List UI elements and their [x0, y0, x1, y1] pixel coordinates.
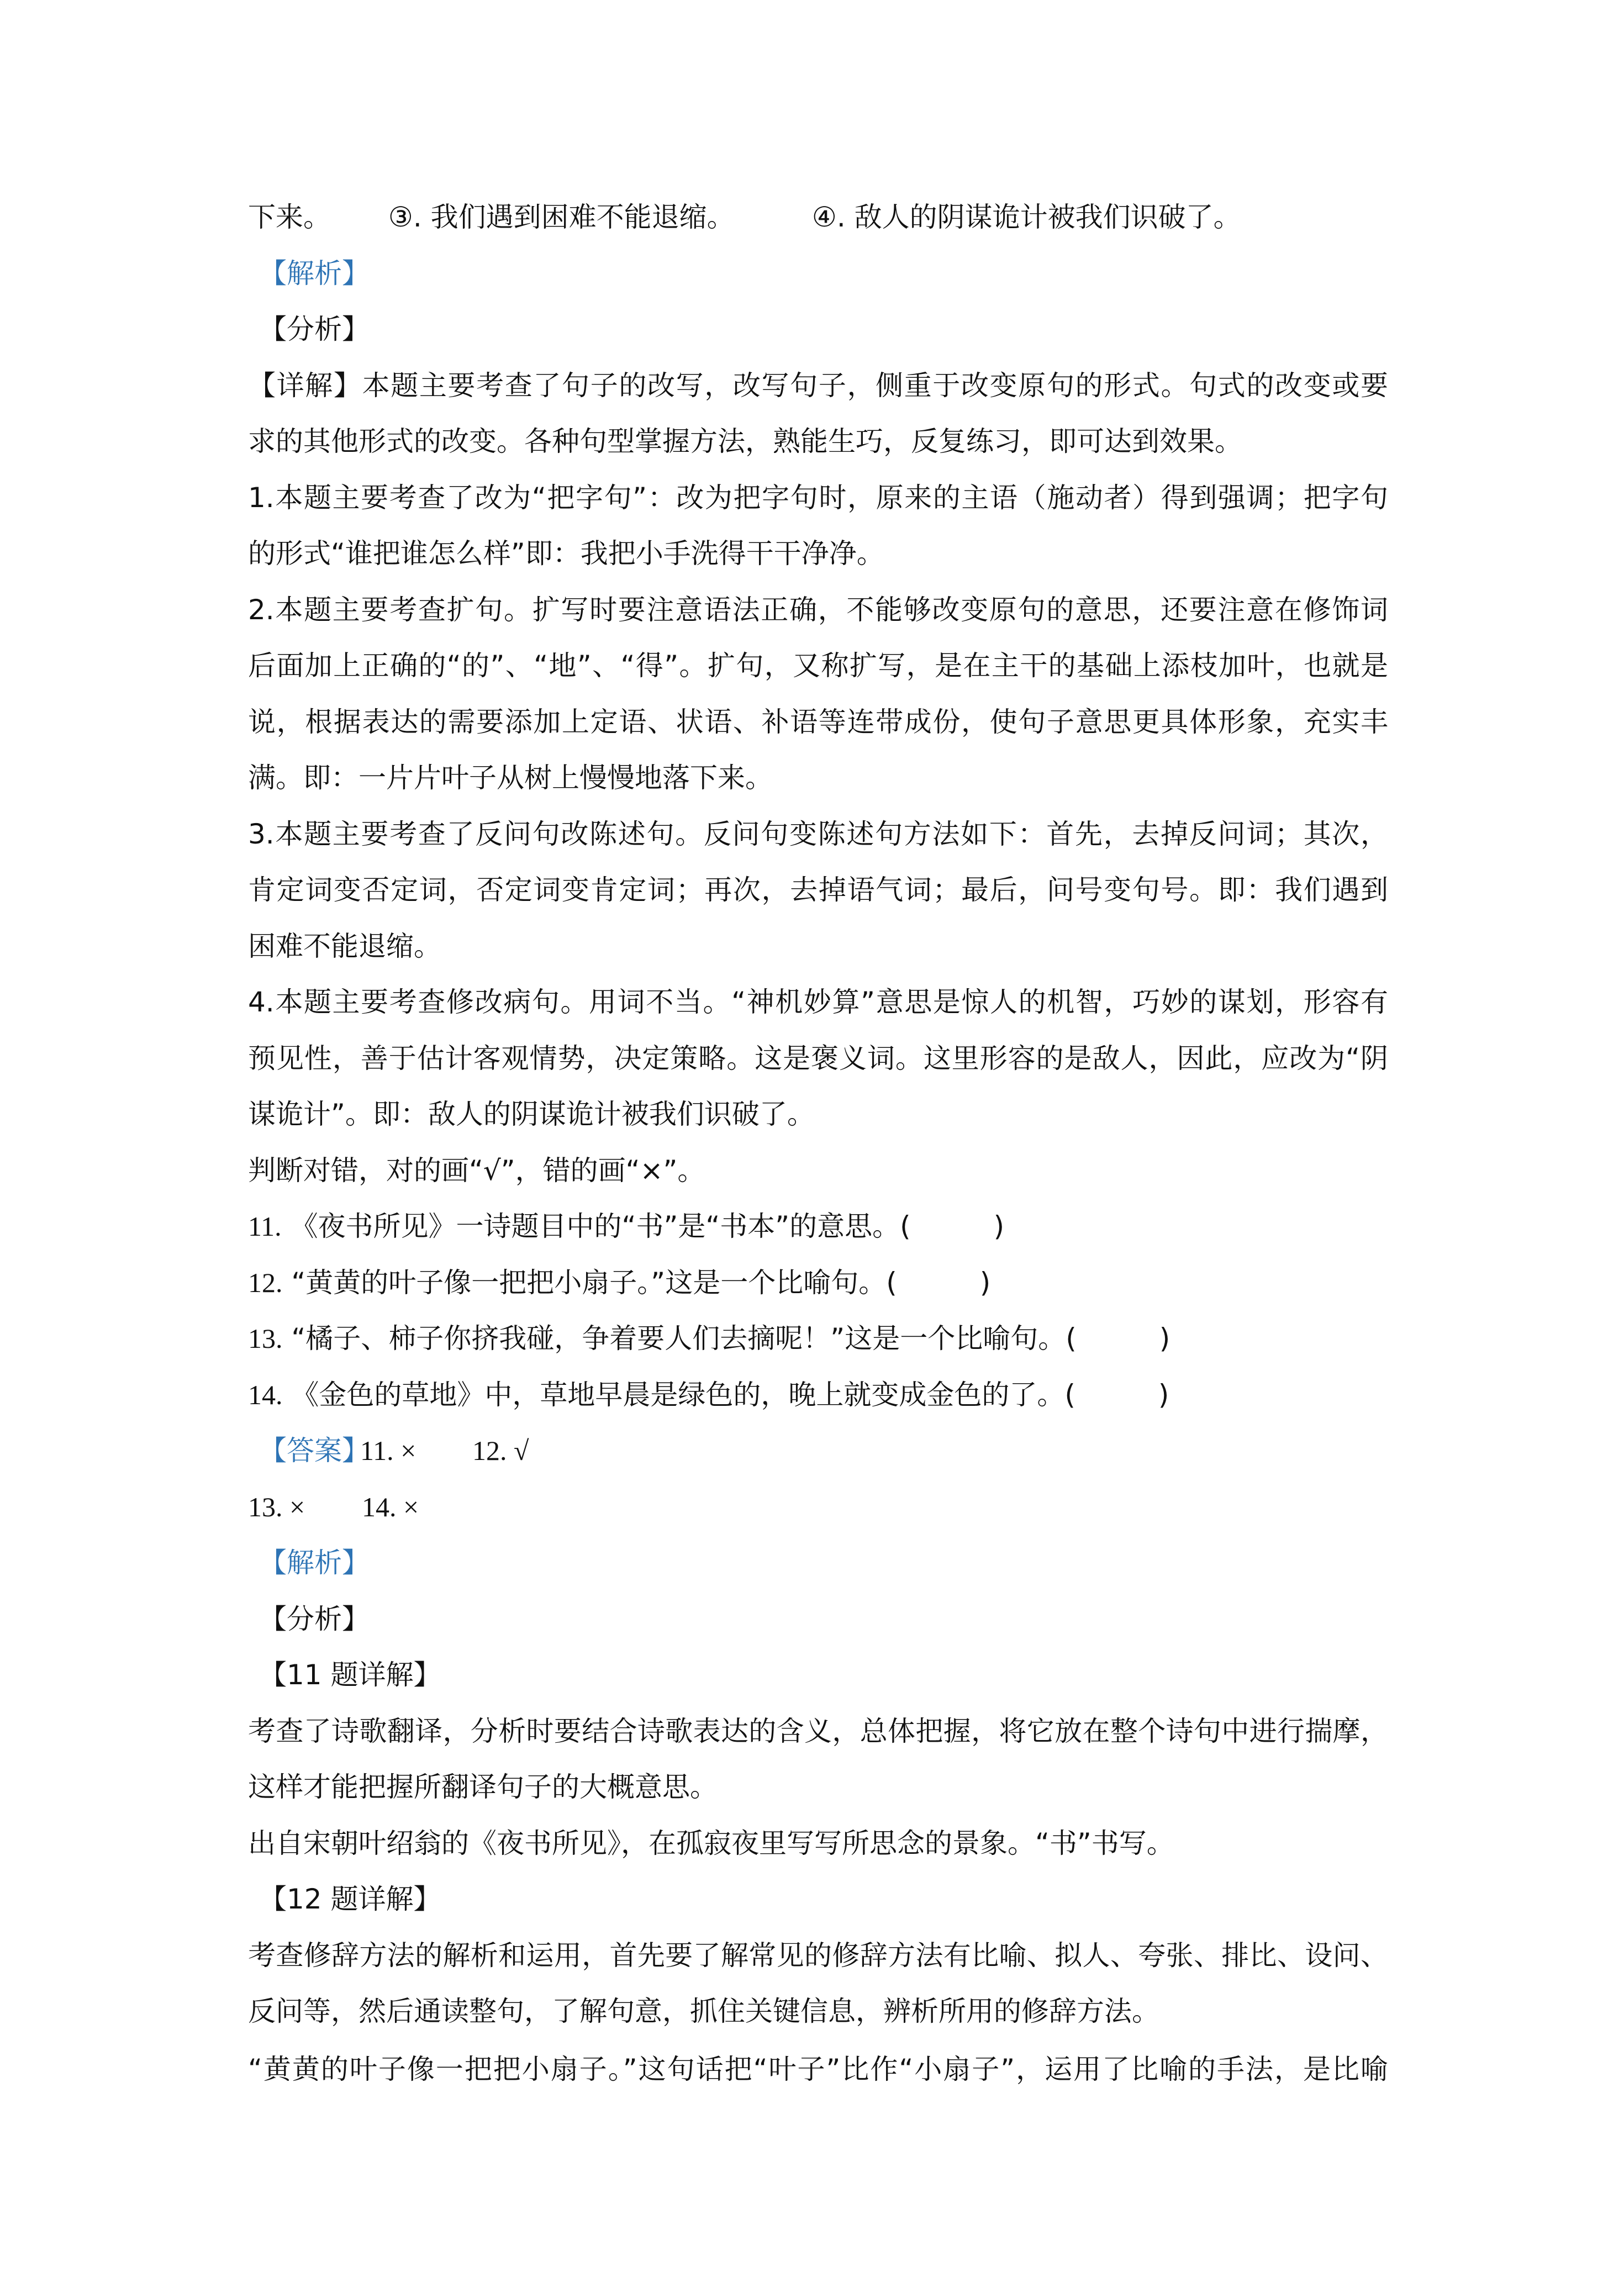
- question-text: 《夜书所见》一诗题目中的“书”是“书本”的意思。( ): [290, 1210, 1005, 1242]
- answer-label: 【答案】: [259, 1435, 370, 1467]
- paragraph-line: 肯定词变否定词，否定词变肯定词；再次，去掉语气词；最后，问号变句号。即：我们遇到: [248, 874, 1388, 906]
- question-text: 《金色的草地》中，草地早晨是绿色的，晚上就变成金色的了。( ): [291, 1379, 1169, 1411]
- question-14: [248, 1373, 1169, 1417]
- fenxi-heading: 【分析】: [259, 1603, 370, 1635]
- q11-heading: 【11 题详解】: [259, 1659, 441, 1691]
- paragraph-line: 【详解】本题主要考查了句子的改写，改写句子，侧重于改变原句的形式。句式的改变或要: [248, 370, 1388, 402]
- question-11: [248, 1204, 1004, 1248]
- instruction-line: 判断对错，对的画“√”，错的画“×”。: [248, 1154, 705, 1187]
- paragraph-line: 3.本题主要考查了反问句改陈述句。反问句变陈述句方法如下：首先，去掉反问词；其次，: [248, 818, 1388, 850]
- text: 下来。: [248, 201, 331, 233]
- q12-heading: 【12 题详解】: [259, 1883, 441, 1915]
- question-12: [248, 1261, 990, 1305]
- paragraph-line: 4.本题主要考查修改病句。用词不当。“神机妙算”意思是惊人的机智，巧妙的谋划，形容有: [248, 986, 1388, 1018]
- paragraph-line: 考查修辞方法的解析和运用，首先要了解常见的修辞方法有比喻、拟人、夸张、排比、设问、: [248, 1939, 1388, 1971]
- question-13: [248, 1316, 1170, 1361]
- answer-13: 13. ×: [248, 1491, 305, 1522]
- paragraph-line: 2.本题主要考查扩句。扩写时要注意语法正确，不能够改变原句的意思，还要注意在修饰词: [248, 594, 1388, 626]
- paragraph-line: 困难不能退缩。: [248, 930, 441, 962]
- answer-12: 12. √: [472, 1435, 529, 1466]
- question-text: “橘子、柿子你挤我碰，争着要人们去摘呢！”这是一个比喻句。( ): [291, 1322, 1170, 1354]
- paragraph-line: “黄黄的叶子像一把把小扇子。”这句话把“叶子”比作“小扇子”，运用了比喻的手法，是比喻: [248, 2053, 1388, 2085]
- fenxi-heading: 【分析】: [259, 313, 370, 345]
- paragraph-line: 考查了诗歌翻译，分析时要结合诗歌表达的含义，总体把握，将它放在整个诗句中进行揣摩，: [248, 1715, 1388, 1747]
- paragraph-line: 后面加上正确的“的”、“地”、“得”。扩句，又称扩写，是在主干的基础上添枝加叶，也就是: [248, 650, 1388, 682]
- question-text: “黄黄的叶子像一把把小扇子。”这是一个比喻句。( ): [291, 1267, 991, 1299]
- question-number: 13.: [248, 1323, 283, 1354]
- paragraph-line: 满。即：一片片叶子从树上慢慢地落下来。: [248, 762, 773, 794]
- paragraph-line: 这样才能把握所翻译句子的大概意思。: [248, 1771, 718, 1803]
- question-number: 12.: [248, 1267, 283, 1298]
- line-continuation: [248, 195, 1463, 239]
- answer-line: [248, 1485, 800, 1529]
- jiexi-heading: 【解析】: [259, 257, 370, 289]
- question-number: 14.: [248, 1379, 283, 1410]
- answer-14: 14. ×: [362, 1491, 419, 1522]
- jiexi-heading: 【解析】: [259, 1547, 370, 1579]
- option-3: ③. 我们遇到困难不能退缩。: [388, 201, 735, 233]
- paragraph-line: 预见性，善于估计客观情势，决定策略。这是褒义词。这里形容的是敌人，因此，应改为“阴: [248, 1042, 1388, 1074]
- paragraph-line: 反问等，然后通读整句，了解句意，抓住关键信息，辨析所用的修辞方法。: [248, 1995, 1159, 2027]
- paragraph-line: 的形式“谁把谁怎么样”即：我把小手洗得干干净净。: [248, 537, 884, 570]
- answer-line: [248, 1428, 800, 1473]
- paragraph-line: 说，根据表达的需要添加上定语、状语、补语等连带成份，使句子意思更具体形象，充实丰: [248, 706, 1388, 738]
- answer-11: 11. ×: [360, 1435, 416, 1466]
- option-4: ④. 敌人的阴谋诡计被我们识破了。: [812, 201, 1241, 233]
- paragraph-line: 1.本题主要考查了改为“把字句”：改为把字句时，原来的主语（施动者）得到强调；把字句: [248, 482, 1388, 514]
- paragraph-line: 出自宋朝叶绍翁的《夜书所见》，在孤寂夜里写写所思念的景象。“书”书写。: [248, 1827, 1174, 1859]
- paragraph-line: 求的其他形式的改变。各种句型掌握方法，熟能生巧，反复练习，即可达到效果。: [248, 425, 1242, 457]
- question-number: 11.: [248, 1211, 282, 1242]
- paragraph-line: 谋诡计”。即：敌人的阴谋诡计被我们识破了。: [248, 1098, 815, 1130]
